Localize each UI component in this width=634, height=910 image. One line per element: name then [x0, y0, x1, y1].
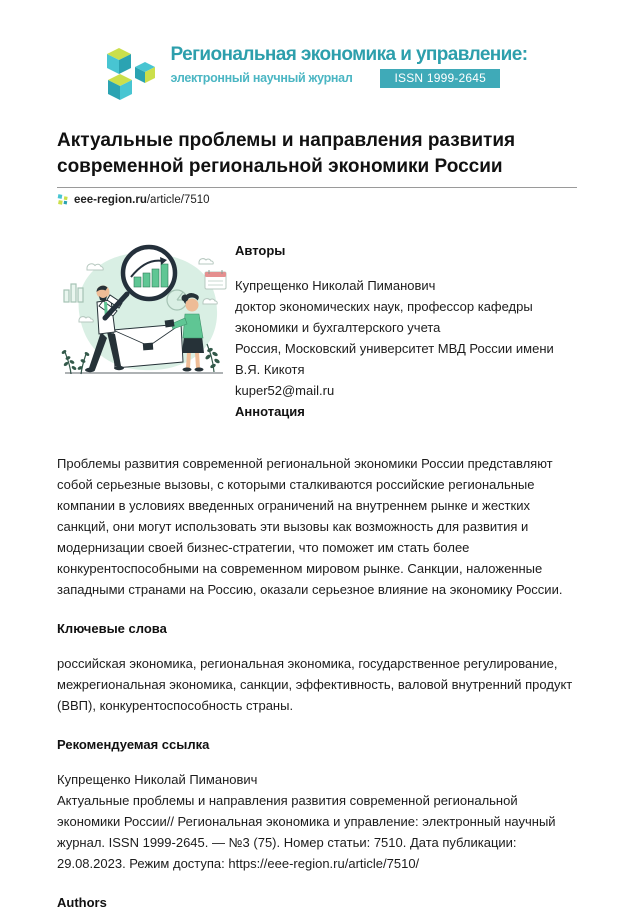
citation-heading: Рекомендуемая ссылка: [57, 737, 210, 753]
author-email-link[interactable]: kuper52@mail.ru: [235, 383, 335, 399]
keywords-heading: Ключевые слова: [57, 621, 167, 637]
journal-header: [0, 0, 634, 102]
journal-subtitle: электронный научный журнал: [170, 71, 353, 86]
authors-heading: Авторы: [235, 243, 286, 259]
citation-block: [57, 769, 577, 874]
journal-logo-cubes-icon: [107, 46, 159, 102]
title-divider: [57, 187, 577, 188]
keywords-text: российская экономика, региональная экономика, государственное регулирование, межрегиональная экономика, санкции, эффективность, валовой внутренний продукт (ВВП), конкурентоспособность страны.: [57, 656, 573, 714]
citation-author-line: Купрещенко Николай Пиманович: [57, 772, 258, 788]
author-affiliation: Россия, Московский университет МВД России имени В.Я. Кикотя: [235, 341, 554, 378]
article-url-link[interactable]: [57, 194, 577, 206]
abstract-text: Проблемы развития современной региональной экономики России представляют собой серьезные вызовы, с которыми сталкиваются российские региональные компании в условиях введенных ограничений на внутреннем рынке и жестких санкций, они могут использовать эти вызовы как возможность для развития и модернизации своей бизнес-стратегии, что поможет им стать более конкурентоспособными на современном мировом рынке. Санкции, наложенные западными странами на Россию, оказали серьезное влияние на экономику России.: [57, 456, 563, 598]
analysis-illustration: [57, 240, 229, 382]
article-title: Актуальные проблемы и направления развития современной региональной экономики России: [57, 130, 516, 177]
journal-title: Региональная экономика и управление:: [170, 44, 528, 65]
article-url-domain: eee-region.ru: [74, 194, 147, 207]
authors-en-heading: Authors: [57, 895, 107, 910]
issn-badge: ISSN 1999-2645: [380, 69, 500, 88]
author-block: [235, 275, 577, 401]
abstract-heading: Аннотация: [235, 404, 305, 420]
article-url-path: /article/7510: [146, 194, 210, 207]
site-favicon-icon: [57, 194, 69, 206]
author-name: Купрещенко Николай Пиманович: [235, 278, 436, 294]
author-position: доктор экономических наук, профессор кафедры экономики и бухгалтерского учета: [235, 299, 533, 336]
citation-text: Актуальные проблемы и направления развития современной региональной экономики России// Региональная экономика и управление: электронный научный журнал. ISSN 1999-2645. — №3 (75). Номер статьи: 7510. Дата публикации: 29.08.2023. Режим доступа: https://eee-region.ru/article/7510/: [57, 793, 556, 872]
authors-row: [57, 240, 577, 436]
